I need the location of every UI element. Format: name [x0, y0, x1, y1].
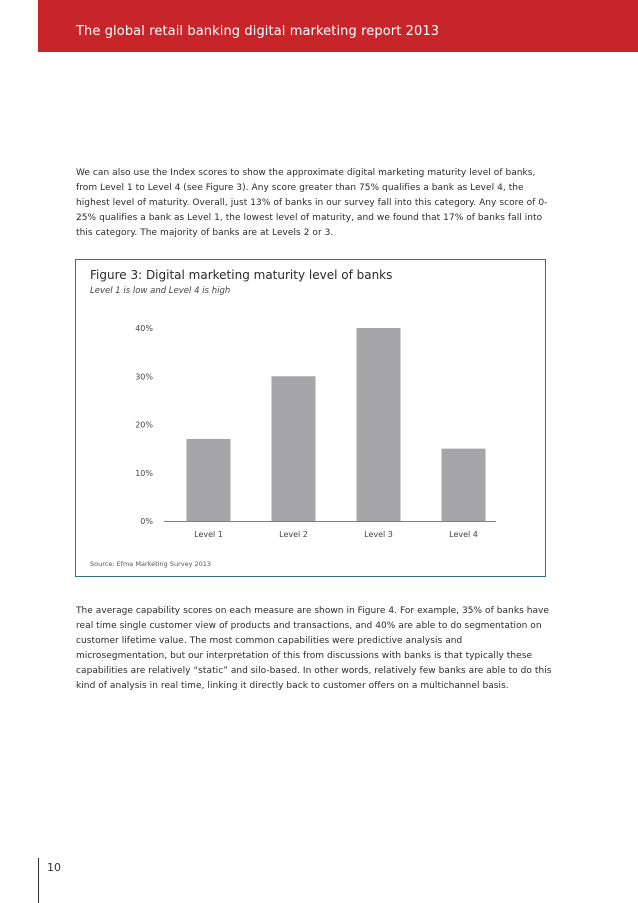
figure-3-box — [75, 259, 546, 577]
y-tick-label: 20% — [135, 420, 153, 430]
y-tick-label: 40% — [135, 324, 153, 333]
x-tick-label: Level 1 — [194, 530, 223, 539]
bar-level-1 — [187, 439, 231, 521]
bar-level-3 — [357, 328, 401, 521]
figure-subtitle: Level 1 is low and Level 4 is high — [90, 286, 231, 296]
x-tick-label: Level 2 — [279, 530, 308, 539]
capability-paragraph: The average capability scores on each measure are shown in Figure 4. For example, 35% of banks have real time single customer view of products and transactions, and 40% are able to do segmentation on customer lifetime value. The most common capabilities were predictive analysis and microsegmentation, but our interpretation of this from discussions with banks is that typically these capabilities are relatively “static” and silo-based. In other words, relatively few banks are able to do this kind of analysis in real time, linking it directly back to customer offers on a multichannel basis. — [76, 606, 552, 691]
y-tick-label: 10% — [135, 468, 153, 478]
report-title: The global retail banking digital marketing report 2013 — [76, 24, 440, 39]
y-tick-label: 0% — [140, 517, 153, 526]
intro-paragraph: We can also use the Index scores to show the approximate digital marketing maturity level of banks, from Level 1 to Level 4 (see Figure 3). Any score greater than 75% qualifies a bank as Level 4, the highest level of maturity. Overall, just 13% of banks in our survey fall into this category. Any score of 0-25% qualifies a bank as Level 1, the lowest level of maturity, and we found that 17% of banks fall into this category. The majority of banks are at Levels 2 or 3. — [76, 168, 548, 238]
bar-level-4 — [442, 449, 486, 521]
figure-title: Figure 3: Digital marketing maturity level of banks — [90, 268, 393, 282]
figure-source: Source: Efma Marketing Survey 2013 — [90, 560, 212, 568]
footer-rule — [38, 858, 39, 903]
bar-chart — [76, 260, 547, 578]
y-tick-label: 30% — [135, 372, 153, 382]
x-tick-label: Level 4 — [449, 530, 478, 539]
x-tick-label: Level 3 — [364, 530, 393, 539]
page-number: 10 — [47, 861, 61, 874]
bar-level-2 — [272, 376, 316, 521]
